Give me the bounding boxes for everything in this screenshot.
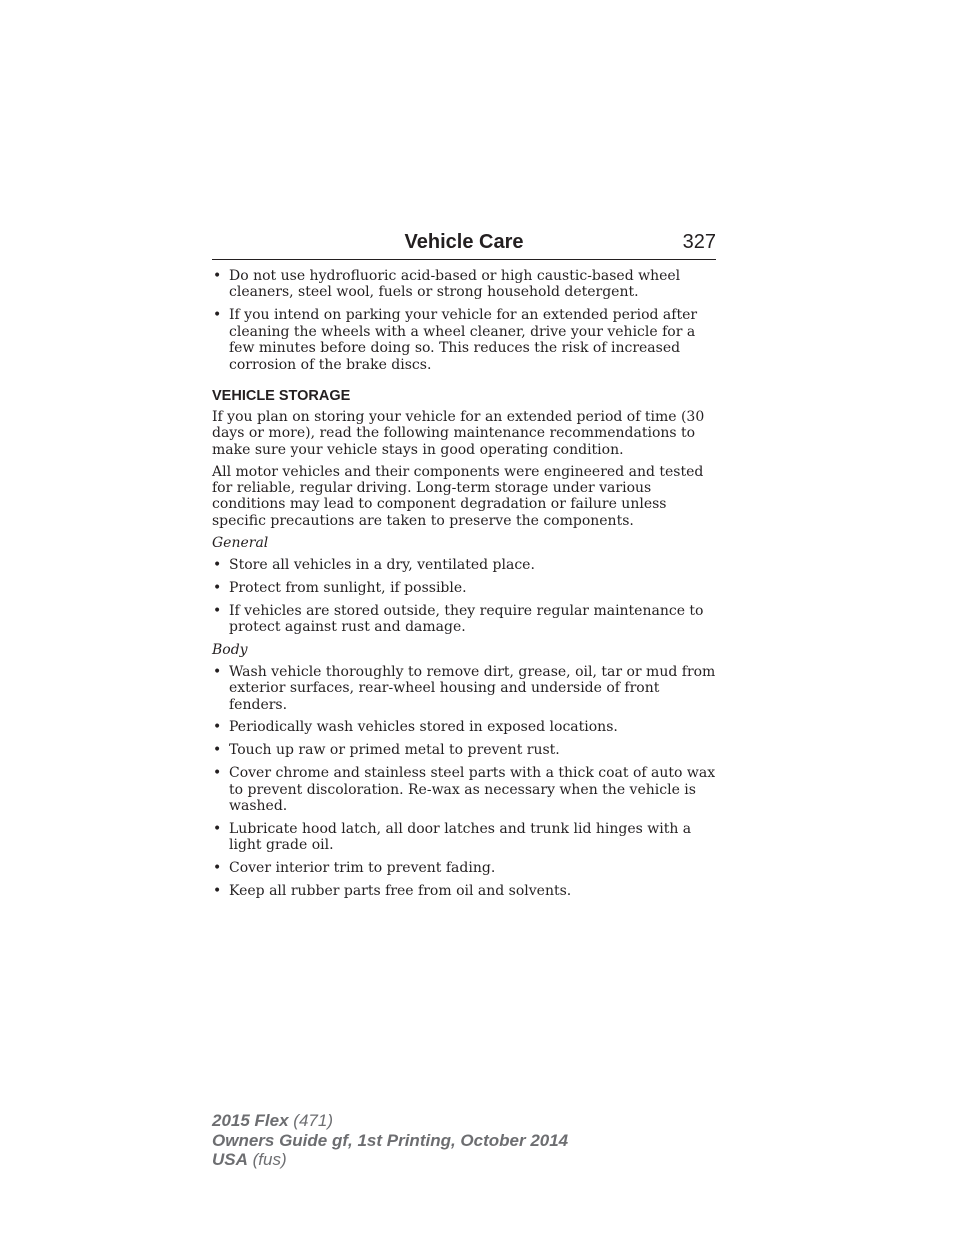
paragraph: All motor vehicles and their components were engineered and tested for reliable, regular driving. Long-term storage under various conditions may lead to component degradation or failure unless specific precautions are taken to preserve the components. [212, 463, 704, 529]
subheading-general: General [212, 534, 269, 551]
footer-model: 2015 Flex [212, 1111, 289, 1130]
list-item-text: If vehicles are stored outside, they require regular maintenance to protect against rust and damage. [229, 602, 704, 635]
page-title: Vehicle Care [404, 231, 524, 253]
footer-line-guide [212, 1131, 568, 1151]
list-item-text: Touch up raw or primed metal to prevent rust. [229, 742, 560, 759]
footer-market-code: (fus) [252, 1150, 287, 1169]
list-item [212, 719, 716, 735]
list-item [212, 307, 716, 373]
list-item-text: Lubricate hood latch, all door latches and trunk lid hinges with a light grade oil. [229, 820, 692, 854]
list-item [212, 860, 716, 876]
footer-line-model [212, 1111, 568, 1131]
list-item-text: Wash vehicle thoroughly to remove dirt, grease, oil, tar or mud from exterior surfaces, rear-wheel housing and underside of front fenders. [229, 663, 716, 713]
bullet-icon: • [213, 579, 222, 596]
footer-market: USA [212, 1150, 248, 1169]
bullet-icon: • [213, 820, 222, 837]
footer-model-code: (471) [293, 1111, 333, 1130]
footer-guide: Owners Guide gf, 1st Printing, October 2014 [212, 1130, 569, 1150]
list-item [212, 765, 716, 814]
bullet-icon: • [213, 268, 222, 284]
list-item-text: Periodically wash vehicles stored in exposed locations. [229, 719, 618, 736]
list-item-text: Protect from sunlight, if possible. [229, 579, 467, 596]
page-footer [212, 1111, 568, 1170]
paragraph: If you plan on storing your vehicle for an extended period of time (30 days or more), read the following maintenance recommendations to make sure your vehicle stays in good operating condition. [212, 408, 705, 458]
bullet-icon: • [213, 663, 222, 680]
intro-bullet-list [212, 268, 716, 373]
bullet-icon: • [213, 883, 222, 900]
bullet-icon: • [213, 765, 222, 782]
general-bullet-list [212, 557, 716, 636]
page-content [212, 268, 716, 906]
list-item [212, 883, 716, 899]
list-item [212, 557, 716, 573]
list-item-text: Keep all rubber parts free from oil and solvents. [229, 883, 572, 900]
list-item [212, 603, 716, 636]
list-item [212, 580, 716, 596]
bullet-icon: • [213, 742, 222, 759]
list-item [212, 742, 716, 758]
bullet-icon: • [213, 307, 222, 324]
list-item [212, 268, 716, 301]
footer-line-market [212, 1150, 568, 1170]
list-item-text: Cover chrome and stainless steel parts with a thick coat of auto wax to prevent discoloration. Re-wax as necessary when the vehicle is washed. [229, 765, 716, 815]
list-item-text: Do not use hydrofluoric acid-based or high caustic-based wheel cleaners, steel wool, fuels or strong household detergent. [229, 268, 681, 301]
list-item-text: Store all vehicles in a dry, ventilated place. [229, 556, 535, 573]
page-number: 327 [682, 231, 716, 253]
list-item-text: If you intend on parking your vehicle for an extended period after cleaning the wheels with a wheel cleaner, drive your vehicle for a few minutes before doing so. This reduces the risk of increased corrosion of the brake discs. [229, 307, 698, 373]
page-header [212, 229, 716, 260]
bullet-icon: • [213, 860, 222, 877]
subheading-body: Body [212, 641, 248, 658]
section-heading: VEHICLE STORAGE [212, 387, 351, 404]
list-item [212, 821, 716, 854]
bullet-icon: • [213, 602, 222, 619]
list-item [212, 664, 716, 713]
bullet-icon: • [213, 719, 222, 736]
list-item-text: Cover interior trim to prevent fading. [229, 860, 496, 877]
body-bullet-list [212, 664, 716, 900]
bullet-icon: • [213, 556, 222, 573]
